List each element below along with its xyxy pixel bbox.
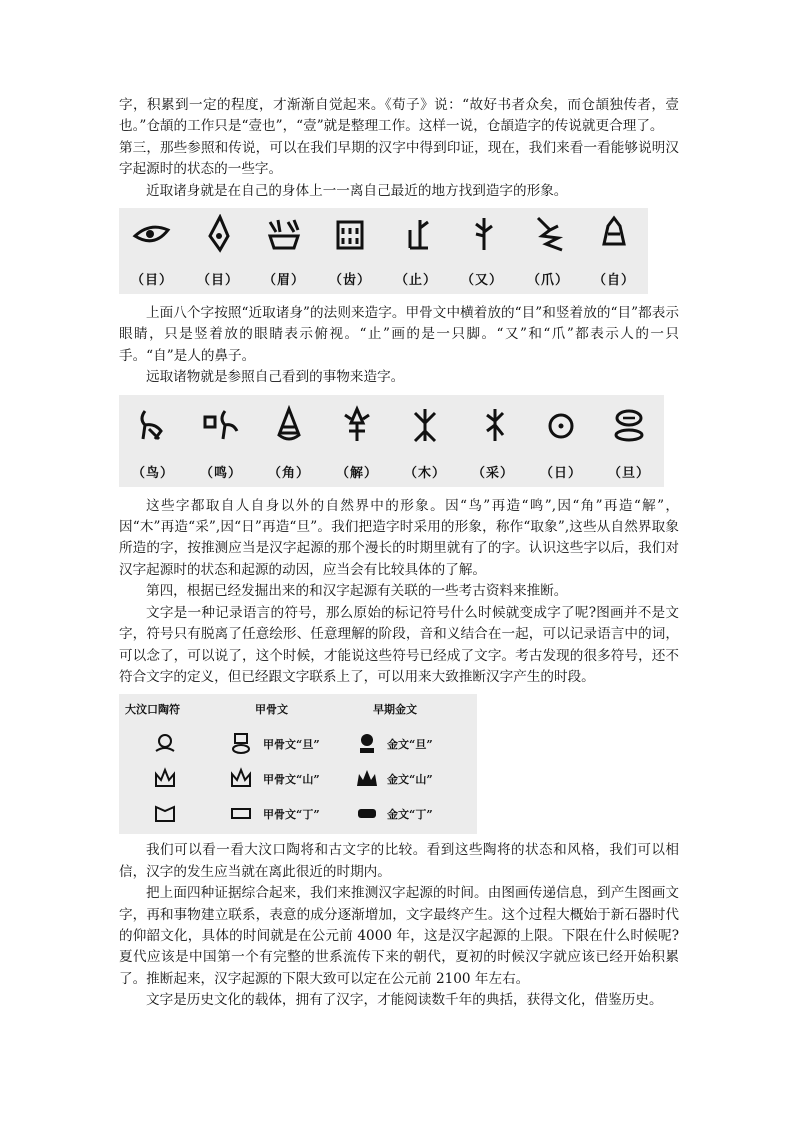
column-header: 早期金文 <box>373 703 417 717</box>
bird-glyph-icon <box>133 405 173 445</box>
paragraph: 字，积累到一定的程度，才渐渐自觉起来。《荀子》说：“故好书者众矣，而仓頡独传者，壹也。”仓頡的工作只是“壹也”，“壹”就是整理工作。这样一说，仓頡造字的传说就更合理了。 <box>119 97 679 135</box>
oracle-label: 甲骨文“丁” <box>263 808 320 822</box>
horn-glyph-icon <box>269 405 309 445</box>
oracle-label: 甲骨文“旦” <box>263 738 320 752</box>
comparison-row <box>119 798 477 828</box>
glyph-caption: （爪） <box>526 273 569 289</box>
glyph-caption: （目） <box>196 273 239 289</box>
column-header: 大汶口陶符 <box>125 703 180 717</box>
paragraph: 近取诸身就是在自己的身体上一一离自己最近的地方找到造字的形象。 <box>146 182 568 199</box>
paragraph: 上面八个字按照“近取诸身”的法则来造字。甲骨文中横着放的“目”和竖着放的“目”都表示眼睛，只是竖着放的眼睛表示俯视。“止”画的是一只脚。“又”和“爪”都表示人的一只手。“自”是人的鼻子。 <box>119 305 679 364</box>
glyph-caption: （自） <box>592 273 635 289</box>
oracle-bone-body-glyphs-figure <box>119 208 648 294</box>
bronze-mountain-glyph-icon <box>355 766 379 790</box>
oracle-label: 甲骨文“山” <box>263 773 320 787</box>
glyph-caption: （日） <box>539 465 582 481</box>
hand-glyph-icon <box>462 214 502 254</box>
pottery-mountain-symbol-icon <box>153 766 177 790</box>
nose-glyph-icon <box>594 214 634 254</box>
bronze-label: 金文“旦” <box>387 738 433 752</box>
oracle-nail-glyph-icon <box>229 801 253 825</box>
comparison-row <box>119 728 477 758</box>
paragraph: 这些字都取自人自身以外的自然界中的形象。因“鸟”再造“鸣”,因“角”再造“解”，因“木”再造“采”,因“日”再造“旦”。我们把造字时采用的形象，称作“取象”,这些从自然界取象所造的字，按推测应当是汉字起源的那个漫长的时期里就有了的字。认识这些字以后，我们对汉字起源时的状态和起源的动因，应当会有比较具体的了解。 <box>119 497 679 578</box>
bronze-label: 金文“丁” <box>387 808 433 822</box>
bronze-nail-glyph-icon <box>355 801 379 825</box>
document-page <box>119 95 679 1012</box>
eyebrow-glyph-icon <box>264 214 304 254</box>
glyph-caption: （齿） <box>328 273 371 289</box>
tree-glyph-icon <box>405 405 445 445</box>
glyph-caption: （木） <box>403 465 446 481</box>
pottery-dawn-symbol-icon <box>153 731 177 755</box>
sun-glyph-icon <box>541 405 581 445</box>
bronze-label: 金文“山” <box>387 773 433 787</box>
oracle-bone-nature-glyphs-figure <box>119 395 664 487</box>
eye-vertical-glyph-icon <box>198 214 238 254</box>
paragraph: 文字是一种记录语言的符号，那么原始的标记符号什么时候就变成字了呢?图画并不是文字，符号只有脱离了任意绘形、任意理解的阶段，音和义结合在一起，可以记录语言中的词，可以念了，可以说了，这个时候，才能说这些符号已经成了文字。考古发现的很多符号，还不符合文字的定义，但已经跟文字联系上了，可以用来大致推断汉字产生的时段。 <box>119 604 679 685</box>
gather-glyph-icon <box>473 405 513 445</box>
glyph-caption: （止） <box>394 273 437 289</box>
paragraph: 把上面四种证据综合起来，我们来推测汉字起源的时间。由图画传递信息，到产生图画文字，再和事物建立联系，表意的成分逐渐增加，文字最终产生。这个过程大概始于新石器时代的仰韶文化，具体的时间就是在公元前 4000 年，这是汉字起源的上限。下限在什么时候呢?夏代应该是中国第一个有完整的世系流传下来的朝代，夏初的时候汉字就应该已经开始积累了。推断起来，汉字起源的下限大致可以定在公元前 2100 年左右。 <box>119 885 679 987</box>
claw-glyph-icon <box>528 214 568 254</box>
paragraph: 文字是历史文化的载体，拥有了汉字，才能阅读数千年的典括，获得文化，借鉴历史。 <box>146 992 663 1009</box>
paragraph: 我们可以看一看大汶口陶将和古文字的比较。看到这些陶将的状态和风格，我们可以相信，汉字的发生应当就在离此很近的时期内。 <box>119 842 679 880</box>
glyph-caption: （又） <box>460 273 503 289</box>
eye-horizontal-glyph-icon <box>132 214 172 254</box>
oracle-mountain-glyph-icon <box>229 766 253 790</box>
paragraph: 第三，那些参照和传说，可以在我们早期的汉字中得到印证，现在，我们来看一看能够说明汉字起源时的状态的一些字。 <box>119 139 679 178</box>
glyph-caption: （眉） <box>262 273 305 289</box>
oracle-dawn-glyph-icon <box>229 731 253 755</box>
glyph-caption: （鸟） <box>131 465 174 481</box>
glyph-caption: （目） <box>130 273 173 289</box>
column-header: 甲骨文 <box>255 703 288 717</box>
glyph-caption: （解） <box>335 465 378 481</box>
paragraph: 远取诸物就是参照自己看到的事物来造字。 <box>146 369 405 386</box>
glyph-caption: （角） <box>267 465 310 481</box>
comparison-row <box>119 763 477 793</box>
pottery-symbol-comparison-figure <box>119 694 477 834</box>
teeth-glyph-icon <box>330 214 370 254</box>
crow-glyph-icon <box>201 405 241 445</box>
glyph-caption: （采） <box>471 465 514 481</box>
paragraph: 第四，根据已经发掘出来的和汉字起源有关联的一些考古资料来推断。 <box>146 583 568 600</box>
dawn-glyph-icon <box>609 405 649 445</box>
bronze-dawn-glyph-icon <box>355 731 379 755</box>
pottery-nail-symbol-icon <box>153 801 177 825</box>
glyph-caption: （旦） <box>607 465 650 481</box>
dissect-glyph-icon <box>337 405 377 445</box>
foot-glyph-icon <box>396 214 436 254</box>
glyph-caption: （鸣） <box>199 465 242 481</box>
